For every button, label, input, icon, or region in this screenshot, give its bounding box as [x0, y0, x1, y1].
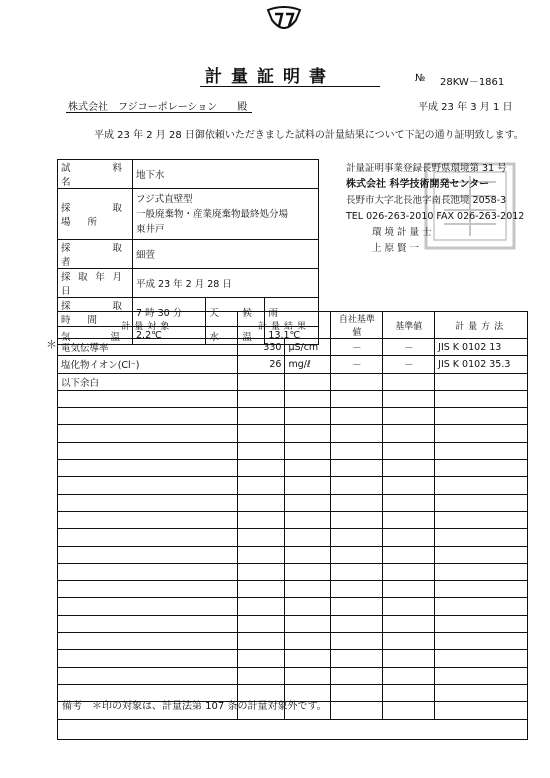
blank-cell — [58, 425, 238, 442]
result-standard — [383, 373, 435, 390]
result-own-standard: － — [331, 356, 383, 373]
blank-cell — [331, 563, 383, 580]
weather-value: 雨 — [265, 298, 319, 327]
blank-cell — [285, 390, 331, 407]
blank-cell — [58, 477, 238, 494]
result-own-standard: － — [331, 339, 383, 356]
blank-cell — [435, 425, 528, 442]
water-temp-label: 水 温 — [206, 327, 265, 345]
blank-cell — [331, 442, 383, 459]
blank-cell — [58, 390, 238, 407]
blank-cell — [285, 425, 331, 442]
blank-cell — [331, 650, 383, 667]
blank-cell — [435, 460, 528, 477]
blank-cell — [331, 598, 383, 615]
blank-cell — [58, 442, 238, 459]
blank-cell — [58, 511, 238, 528]
recipient: 株式会社 フジコーポレーション 殿 — [68, 102, 248, 113]
blank-cell — [237, 477, 285, 494]
header-own-standard: 自社基準値 — [331, 312, 383, 339]
blank-cell — [331, 494, 383, 511]
result-row — [58, 373, 528, 390]
result-target: 以下余白 — [58, 373, 238, 390]
blank-cell — [58, 529, 238, 546]
blank-cell — [331, 425, 383, 442]
weather-label: 天 候 — [206, 298, 265, 327]
blank-cell — [285, 563, 331, 580]
result-value: 26 — [237, 356, 285, 373]
blank-row — [58, 581, 528, 598]
blank-cell — [383, 460, 435, 477]
result-standard: － — [383, 356, 435, 373]
blank-cell — [331, 511, 383, 528]
blank-cell — [237, 633, 285, 650]
header-standard: 基準値 — [383, 312, 435, 339]
blank-cell — [331, 546, 383, 563]
result-row — [58, 339, 528, 356]
blank-row — [58, 615, 528, 632]
blank-cell — [331, 633, 383, 650]
result-standard: － — [383, 339, 435, 356]
date-label: 採取年月日 — [58, 269, 133, 298]
blank-row — [58, 546, 528, 563]
company-name: 株式会社 科学技術開発センター — [346, 179, 490, 190]
blank-row — [58, 563, 528, 580]
blank-row — [58, 529, 528, 546]
document-number-label: № — [415, 73, 426, 84]
blank-cell — [383, 477, 435, 494]
result-row — [58, 356, 528, 373]
air-temp-value: 2.2℃ — [133, 327, 206, 345]
blank-row — [58, 477, 528, 494]
blank-cell — [237, 408, 285, 425]
blank-cell — [58, 650, 238, 667]
blank-cell — [285, 511, 331, 528]
header-result: 計量結果 — [237, 312, 331, 339]
blank-row — [58, 633, 528, 650]
blank-cell — [435, 408, 528, 425]
results-header-row — [58, 312, 528, 339]
blank-cell — [383, 650, 435, 667]
blank-cell — [331, 390, 383, 407]
blank-cell — [58, 460, 238, 477]
blank-cell — [285, 667, 331, 684]
blank-cell — [383, 598, 435, 615]
blank-cell — [383, 563, 435, 580]
air-temp-label: 気 温 — [58, 327, 133, 345]
blank-cell — [383, 494, 435, 511]
results-table — [57, 311, 528, 720]
blank-cell — [237, 563, 285, 580]
blank-cell — [285, 477, 331, 494]
blank-row — [58, 598, 528, 615]
blank-cell — [435, 650, 528, 667]
blank-cell — [331, 581, 383, 598]
collector-label: 採 取 者 — [58, 240, 133, 269]
header-method: 計量方法 — [435, 312, 528, 339]
company-address: 長野市大字北長池字南長池境 2058-3 — [346, 195, 507, 206]
result-value: 330 — [237, 339, 285, 356]
blank-cell — [435, 667, 528, 684]
company-phone-fax: TEL 026-263-2010 FAX 026-263-2012 — [346, 211, 525, 222]
blank-cell — [285, 598, 331, 615]
blank-cell — [58, 494, 238, 511]
collector-value: 細萱 — [133, 240, 319, 269]
blank-cell — [237, 598, 285, 615]
blank-cell — [435, 546, 528, 563]
remarks: 備考 ＊印の対象は、計量法第 107 条の計量対象外です。 — [62, 701, 327, 712]
blank-cell — [383, 546, 435, 563]
result-target: 電気伝導率 — [58, 339, 238, 356]
blank-cell — [237, 667, 285, 684]
blank-cell — [58, 546, 238, 563]
blank-cell — [331, 477, 383, 494]
date-row — [58, 269, 319, 298]
blank-cell — [331, 460, 383, 477]
blank-cell — [237, 460, 285, 477]
blank-cell — [285, 615, 331, 632]
sample-row — [58, 160, 319, 189]
header-target: 計量対象 — [58, 312, 238, 339]
intro-text: 平成 23 年 2 月 28 日御依頼いただきました試料の計量結果について下記の通り証明致します。 — [94, 130, 524, 141]
issue-date: 平成 23 年 3 月 1 日 — [418, 102, 513, 113]
location-row — [58, 189, 319, 240]
recipient-underline — [66, 112, 252, 113]
blank-row — [58, 425, 528, 442]
date-value: 平成 23 年 2 月 28 日 — [133, 269, 319, 298]
sample-value: 地下水 — [133, 160, 319, 189]
title-underline — [200, 86, 380, 87]
blank-cell — [435, 581, 528, 598]
location-label: 採 取 場 所 — [58, 189, 133, 240]
result-method — [435, 373, 528, 390]
blank-cell — [383, 511, 435, 528]
blank-cell — [58, 667, 238, 684]
blank-cell — [435, 529, 528, 546]
blank-cell — [58, 408, 238, 425]
blank-cell — [435, 598, 528, 615]
blank-cell — [285, 460, 331, 477]
blank-cell — [435, 390, 528, 407]
company-logo — [266, 6, 302, 36]
result-method: JIS K 0102 13 — [435, 339, 528, 356]
blank-cell — [285, 529, 331, 546]
blank-cell — [383, 581, 435, 598]
certifier-name: 上 原 賢 一 — [372, 243, 420, 254]
blank-cell — [58, 633, 238, 650]
blank-cell — [285, 442, 331, 459]
blank-cell — [435, 633, 528, 650]
blank-cell — [285, 581, 331, 598]
result-value — [237, 373, 285, 390]
blank-cell — [237, 546, 285, 563]
blank-cell — [331, 529, 383, 546]
document-title: 計量証明書 — [205, 67, 335, 87]
location-line: 一般廃棄物・産業廃棄物最終処分場 — [136, 208, 289, 220]
sample-label: 試 料 名 — [58, 160, 133, 189]
blank-cell — [383, 390, 435, 407]
water-temp-value: 13.1℃ — [265, 327, 319, 345]
blank-cell — [285, 494, 331, 511]
time-label: 採 取 時 間 — [58, 298, 133, 327]
blank-cell — [383, 425, 435, 442]
result-own-standard — [331, 373, 383, 390]
blank-cell — [383, 633, 435, 650]
blank-cell — [58, 581, 238, 598]
blank-cell — [331, 408, 383, 425]
blank-cell — [237, 425, 285, 442]
blank-cell — [285, 650, 331, 667]
blank-row — [58, 442, 528, 459]
result-method: JIS K 0102 35.3 — [435, 356, 528, 373]
blank-row — [58, 390, 528, 407]
collector-row — [58, 240, 319, 269]
blank-cell — [237, 511, 285, 528]
blank-cell — [383, 529, 435, 546]
blank-cell — [237, 442, 285, 459]
certifier-block — [346, 161, 524, 257]
certifier-role: 環 境 計 量 士 — [372, 227, 432, 238]
blank-cell — [435, 477, 528, 494]
registration-number: 計量証明事業登録長野県環境第 31 号 — [346, 163, 507, 174]
blank-row — [58, 408, 528, 425]
blank-cell — [285, 546, 331, 563]
asterisk-mark: ＊ — [46, 338, 57, 351]
document-number: 28KW－1861 — [440, 77, 505, 88]
result-unit — [285, 373, 331, 390]
blank-cell — [435, 615, 528, 632]
blank-cell — [435, 442, 528, 459]
blank-cell — [383, 442, 435, 459]
blank-cell — [383, 615, 435, 632]
blank-cell — [285, 408, 331, 425]
blank-cell — [237, 529, 285, 546]
location-line: 東井戸 — [136, 223, 165, 235]
blank-row — [58, 667, 528, 684]
result-unit: μS/cm — [285, 339, 331, 356]
blank-cell — [237, 615, 285, 632]
blank-cell — [285, 633, 331, 650]
blank-cell — [58, 615, 238, 632]
location-line: フジ式直壁型 — [136, 193, 193, 205]
blank-cell — [435, 511, 528, 528]
blank-cell — [237, 650, 285, 667]
blank-cell — [383, 667, 435, 684]
time-value: 7 時 30 分 — [133, 298, 206, 327]
blank-cell — [237, 494, 285, 511]
result-target: 塩化物イオン(Cl⁻) — [58, 356, 238, 373]
blank-row — [58, 494, 528, 511]
blank-cell — [435, 563, 528, 580]
blank-row — [58, 460, 528, 477]
blank-cell — [58, 598, 238, 615]
blank-cell — [383, 408, 435, 425]
blank-cell — [237, 390, 285, 407]
blank-cell — [331, 615, 383, 632]
blank-cell — [435, 494, 528, 511]
blank-cell — [58, 563, 238, 580]
blank-row — [58, 650, 528, 667]
result-unit: mg/ℓ — [285, 356, 331, 373]
blank-cell — [331, 667, 383, 684]
blank-row — [58, 511, 528, 528]
blank-cell — [237, 581, 285, 598]
location-value — [133, 189, 319, 240]
